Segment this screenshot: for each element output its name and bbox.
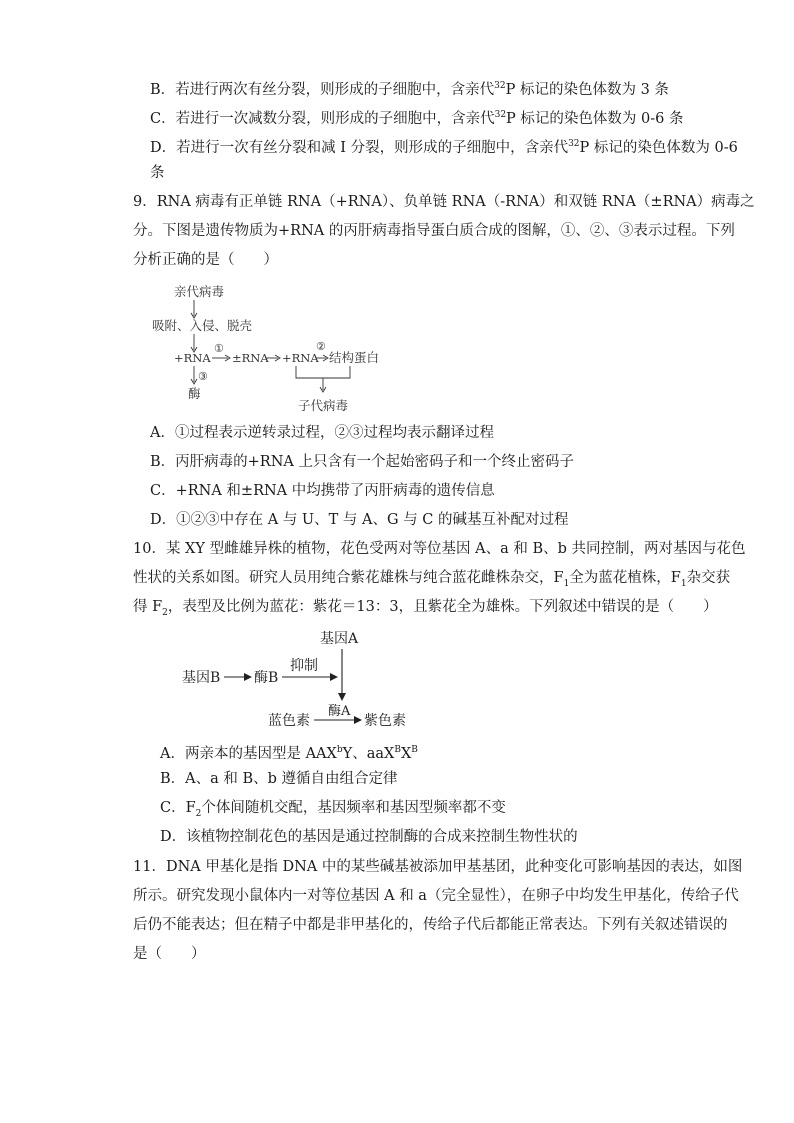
q8-option-d: D．若进行一次有丝分裂和减 I 分裂，则形成的子细胞中，含亲代$^{32}$P 标记的染色体数为 0-6 bbox=[150, 139, 738, 156]
q9-enzyme: 酶 bbox=[188, 386, 201, 401]
q9-entry-steps: 吸附、入侵、脱壳 bbox=[152, 318, 253, 333]
q10-arrowhead-pigment bbox=[354, 716, 362, 724]
q10-arrowhead-gene-a bbox=[338, 693, 346, 701]
q9-bracket bbox=[296, 366, 350, 378]
q9-structural-protein: 结构蛋白 bbox=[329, 350, 380, 365]
q9-plus-rna-2: +RNA bbox=[282, 351, 319, 365]
q10-option-c: C．$F_2$个体间随机交配，基因频率和基因型频率都不变 bbox=[160, 800, 506, 819]
q9-option-b: B．丙肝病毒的+RNA 上只含有一个起始密码子和一个终止密码子 bbox=[150, 454, 574, 470]
q9-step-2: ② bbox=[316, 340, 326, 353]
q9-option-a: A．①过程表示逆转录过程，②③过程均表示翻译过程 bbox=[150, 425, 494, 441]
q9-pm-rna: ±RNA bbox=[232, 351, 269, 365]
q9-diagram-svg bbox=[152, 282, 390, 417]
q10-option-b: B．A、a 和 B、b 遵循自由组合定律 bbox=[160, 771, 398, 787]
q10-enzyme-b: 酶B bbox=[254, 670, 279, 686]
q9-step-1: ① bbox=[214, 342, 224, 355]
q9-offspring-virus: 子代病毒 bbox=[298, 398, 349, 413]
q10-enzyme-a: 酶A bbox=[328, 704, 351, 719]
q8-option-b: B．若进行两次有丝分裂，则形成的子细胞中，含亲代$^{32}$P 标记的染色体数为 3 条 bbox=[150, 81, 669, 98]
q10-stem-line-3: 得 $F_2$，表型及比例为蓝花：紫花＝13：3，且紫花全为雄株。下列叙述中错误的是（ ） bbox=[133, 599, 718, 618]
q11-stem-line-2: 所示。研究发现小鼠体内一对等位基因 A 和 a（完全显性），在卵子中均发生甲基化，传给子代 bbox=[133, 888, 739, 904]
q9-parent-virus: 亲代病毒 bbox=[174, 284, 225, 299]
q10-diagram-svg bbox=[178, 627, 428, 732]
q10-purple-pigment: 紫色素 bbox=[364, 713, 406, 729]
q10-gene-b: 基因B bbox=[182, 670, 221, 686]
q10-arrowhead-gene-b bbox=[244, 673, 252, 681]
q9-option-c: C．+RNA 和±RNA 中均携带了丙肝病毒的遗传信息 bbox=[150, 483, 495, 499]
q10-blue-pigment: 蓝色素 bbox=[268, 713, 310, 729]
q8-option-d-continued: 条 bbox=[150, 165, 165, 181]
q9-option-d: D．①②③中存在 A 与 U、T 与 A、G 与 C 的碱基互补配对过程 bbox=[150, 512, 569, 528]
q10-option-a: A．两亲本的基因型是 AAX$^b$Y、$aaX^BX^B$ bbox=[160, 745, 418, 762]
q11-stem-line-3: 后仍不能表达；但在精子中都是非甲基化的，传给子代后都能正常表达。下列有关叙述错误的 bbox=[133, 917, 728, 933]
q9-stem-line-3: 分析正确的是（ ） bbox=[133, 252, 278, 268]
q11-stem-line-1: 11．DNA 甲基化是指 DNA 中的某些碱基被添加甲基基团，此种变化可影响基因的表达，如图 bbox=[133, 859, 743, 875]
q9-step-3: ③ bbox=[198, 370, 208, 383]
q9-stem-line-2: 分。下图是遗传物质为+RNA 的丙肝病毒指导蛋白质合成的图解，①、②、③表示过程。下列 bbox=[133, 223, 735, 239]
q9-stem-line-1: 9．RNA 病毒有正单链 RNA（+RNA）、负单链 RNA（-RNA）和双链 RNA（±RNA）病毒之 bbox=[133, 194, 755, 210]
q9-hcv-diagram bbox=[152, 282, 390, 417]
q11-stem-line-4: 是（ ） bbox=[133, 946, 206, 962]
q10-option-d: D．该植物控制花色的基因是通过控制酶的合成来控制生物性状的 bbox=[160, 829, 578, 845]
q10-arrowhead-inhibit bbox=[330, 673, 338, 681]
q10-pathway-diagram bbox=[178, 627, 428, 732]
q10-stem-line-2: 性状的关系如图。研究人员用纯合紫花雄株与纯合蓝花雌株杂交，$F_1$全为蓝花植株，$F_1$杂交获 bbox=[133, 570, 731, 589]
q10-gene-a: 基因A bbox=[320, 631, 359, 647]
q9-plus-rna: +RNA bbox=[174, 351, 211, 365]
q10-stem-line-1: 10．某 XY 型雌雄异株的植物，花色受两对等位基因 A、a 和 B、b 共同控制，两对基因与花色 bbox=[133, 541, 746, 557]
q10-inhibit-label: 抑制 bbox=[290, 658, 318, 674]
q8-option-c: C．若进行一次减数分裂，则形成的子细胞中，含亲代$^{32}$P 标记的染色体数为 0-6 条 bbox=[150, 110, 684, 127]
